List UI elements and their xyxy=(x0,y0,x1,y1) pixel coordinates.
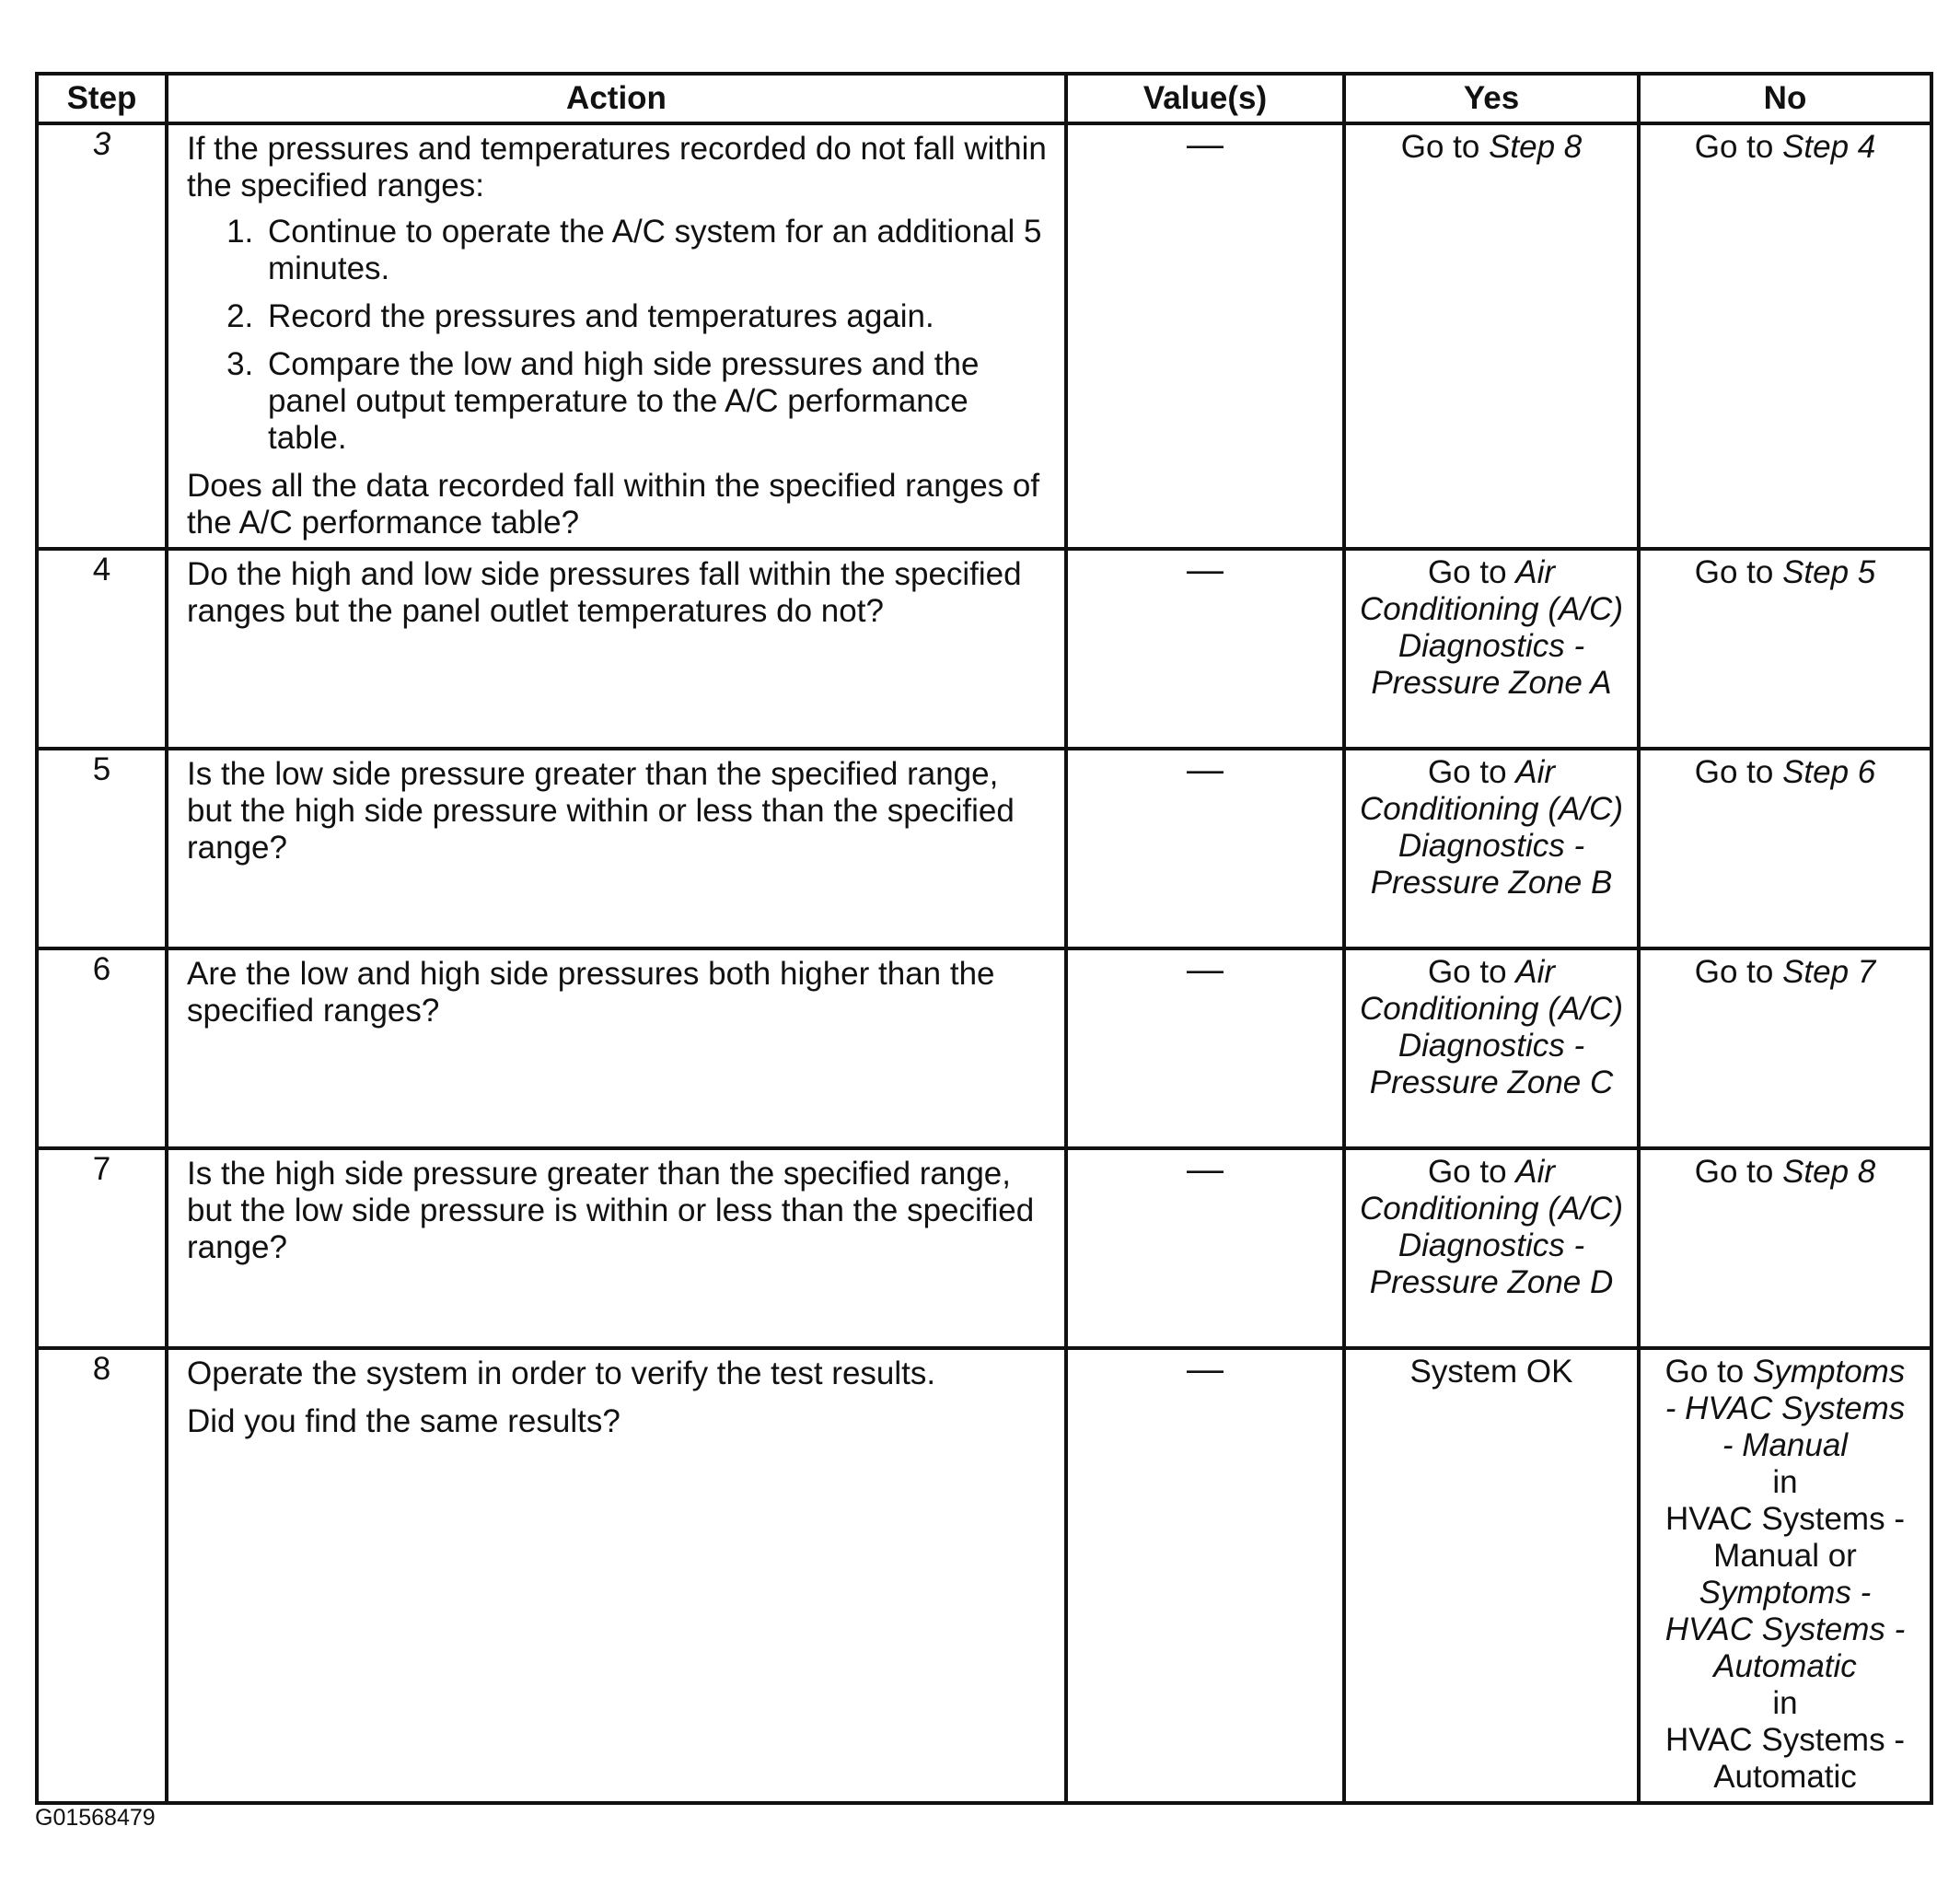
no-prefix: Go to xyxy=(1694,129,1783,165)
yes-prefix: Go to xyxy=(1427,754,1516,790)
table-row xyxy=(37,749,1931,948)
yes-link[interactable]: Air xyxy=(1515,554,1556,590)
yes-link[interactable]: Air xyxy=(1515,754,1556,790)
header-yes: Yes xyxy=(1344,74,1639,123)
yes-link[interactable]: Conditioning (A/C) xyxy=(1360,991,1623,1027)
no-prefix: Go to xyxy=(1694,754,1783,790)
yes-link[interactable]: Air xyxy=(1515,954,1556,990)
no-text: Automatic xyxy=(1713,1759,1857,1795)
yes-link[interactable]: Pressure Zone B xyxy=(1370,865,1613,901)
no-text: HVAC Systems - xyxy=(1665,1501,1905,1537)
yes-link[interactable]: Air xyxy=(1515,1154,1556,1190)
action-question: Is the high side pressure greater than the specified range, but the low side pressure is within or less than the specified range? xyxy=(187,1156,1035,1265)
no-link[interactable]: HVAC Systems - xyxy=(1664,1611,1906,1647)
no-cell xyxy=(1639,1148,1931,1348)
no-prefix: Go to xyxy=(1694,1154,1783,1190)
action-intro: If the pressures and temperatures recorded do not fall within the specified ranges: xyxy=(187,131,1047,204)
value-cell: — xyxy=(1066,1148,1344,1348)
step-number: 8 xyxy=(37,1348,167,1803)
action-question: Does all the data recorded fall within the specified ranges of the A/C performance table? xyxy=(187,468,1040,541)
no-prefix: Go to xyxy=(1694,554,1783,590)
yes-link[interactable]: Diagnostics - xyxy=(1398,628,1585,664)
yes-link[interactable]: Step 8 xyxy=(1489,129,1583,165)
yes-link[interactable]: Diagnostics - xyxy=(1398,1028,1585,1064)
substep-item: 1. Continue to operate the A/C system for an additional 5 minutes. xyxy=(262,214,1050,287)
action-question: Is the low side pressure greater than the specified range, but the high side pressure within or less than the specified range? xyxy=(187,756,1015,866)
table-row xyxy=(37,123,1931,549)
step-number: 3 xyxy=(37,123,167,549)
no-cell xyxy=(1639,948,1931,1148)
step-number: 6 xyxy=(37,948,167,1148)
no-text: Manual or xyxy=(1713,1538,1857,1574)
action-cell xyxy=(167,1348,1066,1803)
yes-prefix: Go to xyxy=(1427,954,1516,990)
action-question: Do the high and low side pressures fall within the specified ranges but the panel outlet temperatures do not? xyxy=(187,556,1022,629)
yes-cell xyxy=(1344,1148,1639,1348)
action-cell xyxy=(167,123,1066,549)
yes-cell xyxy=(1344,123,1639,549)
no-link[interactable]: Step 4 xyxy=(1782,129,1876,165)
header-action: Action xyxy=(167,74,1066,123)
action-cell xyxy=(167,749,1066,948)
action-cell xyxy=(167,1148,1066,1348)
no-cell xyxy=(1639,1348,1931,1803)
no-prefix: Go to xyxy=(1664,1354,1753,1390)
no-link[interactable]: - HVAC Systems xyxy=(1664,1390,1906,1426)
value-cell: — xyxy=(1066,123,1344,549)
yes-link[interactable]: Pressure Zone D xyxy=(1369,1264,1614,1300)
yes-link[interactable]: Conditioning (A/C) xyxy=(1360,591,1623,627)
table-row xyxy=(37,948,1931,1148)
no-link[interactable]: Step 7 xyxy=(1782,954,1876,990)
step-number: 4 xyxy=(37,549,167,749)
yes-link[interactable]: Diagnostics - xyxy=(1398,1227,1585,1263)
yes-cell xyxy=(1344,948,1639,1148)
table-row xyxy=(37,1348,1931,1803)
yes-prefix: Go to xyxy=(1427,1154,1516,1190)
value-cell: — xyxy=(1066,749,1344,948)
no-prefix: Go to xyxy=(1694,954,1783,990)
no-text: in xyxy=(1772,1464,1798,1500)
diagnostic-table xyxy=(35,72,1933,1805)
header-row xyxy=(37,74,1931,123)
yes-link[interactable]: Conditioning (A/C) xyxy=(1360,791,1623,827)
action-cell xyxy=(167,549,1066,749)
no-cell xyxy=(1639,749,1931,948)
yes-link[interactable]: Pressure Zone C xyxy=(1369,1064,1614,1100)
action-cell xyxy=(167,948,1066,1148)
no-link[interactable]: Symptoms - xyxy=(1699,1575,1872,1611)
no-text: HVAC Systems - xyxy=(1665,1722,1905,1758)
no-link[interactable]: Step 5 xyxy=(1782,554,1876,590)
value-cell: — xyxy=(1066,1348,1344,1803)
no-cell xyxy=(1639,549,1931,749)
header-no: No xyxy=(1639,74,1931,123)
no-link[interactable]: Step 6 xyxy=(1782,754,1876,790)
no-link[interactable]: Automatic xyxy=(1713,1648,1857,1684)
substep-item: 2. Record the pressures and temperatures again. xyxy=(262,298,1050,335)
yes-cell: System OK xyxy=(1344,1348,1639,1803)
no-link[interactable]: - Manual xyxy=(1722,1427,1849,1463)
step-number: 7 xyxy=(37,1148,167,1348)
yes-link[interactable]: Pressure Zone A xyxy=(1371,665,1612,701)
yes-cell xyxy=(1344,749,1639,948)
header-values: Value(s) xyxy=(1066,74,1344,123)
header-step: Step xyxy=(37,74,167,123)
no-link[interactable]: Symptoms xyxy=(1753,1354,1906,1390)
figure-id: G01568479 xyxy=(35,1805,156,1831)
no-text: in xyxy=(1772,1685,1798,1721)
yes-link[interactable]: Conditioning (A/C) xyxy=(1360,1191,1623,1227)
substep-list xyxy=(187,214,1050,457)
substep-item: 3. Compare the low and high side pressures and the panel output temperature to the A/C performance table. xyxy=(262,346,1050,457)
yes-prefix: Go to xyxy=(1400,129,1490,165)
value-cell: — xyxy=(1066,549,1344,749)
step-number: 5 xyxy=(37,749,167,948)
table-row xyxy=(37,549,1931,749)
action-question: Are the low and high side pressures both higher than the specified ranges? xyxy=(187,956,995,1029)
action-line: Operate the system in order to verify the test results. xyxy=(187,1355,936,1391)
value-cell: — xyxy=(1066,948,1344,1148)
action-question: Did you find the same results? xyxy=(187,1403,620,1439)
table-row xyxy=(37,1148,1931,1348)
yes-cell xyxy=(1344,549,1639,749)
yes-prefix: Go to xyxy=(1427,554,1516,590)
no-link[interactable]: Step 8 xyxy=(1782,1154,1876,1190)
no-cell xyxy=(1639,123,1931,549)
yes-link[interactable]: Diagnostics - xyxy=(1398,828,1585,864)
